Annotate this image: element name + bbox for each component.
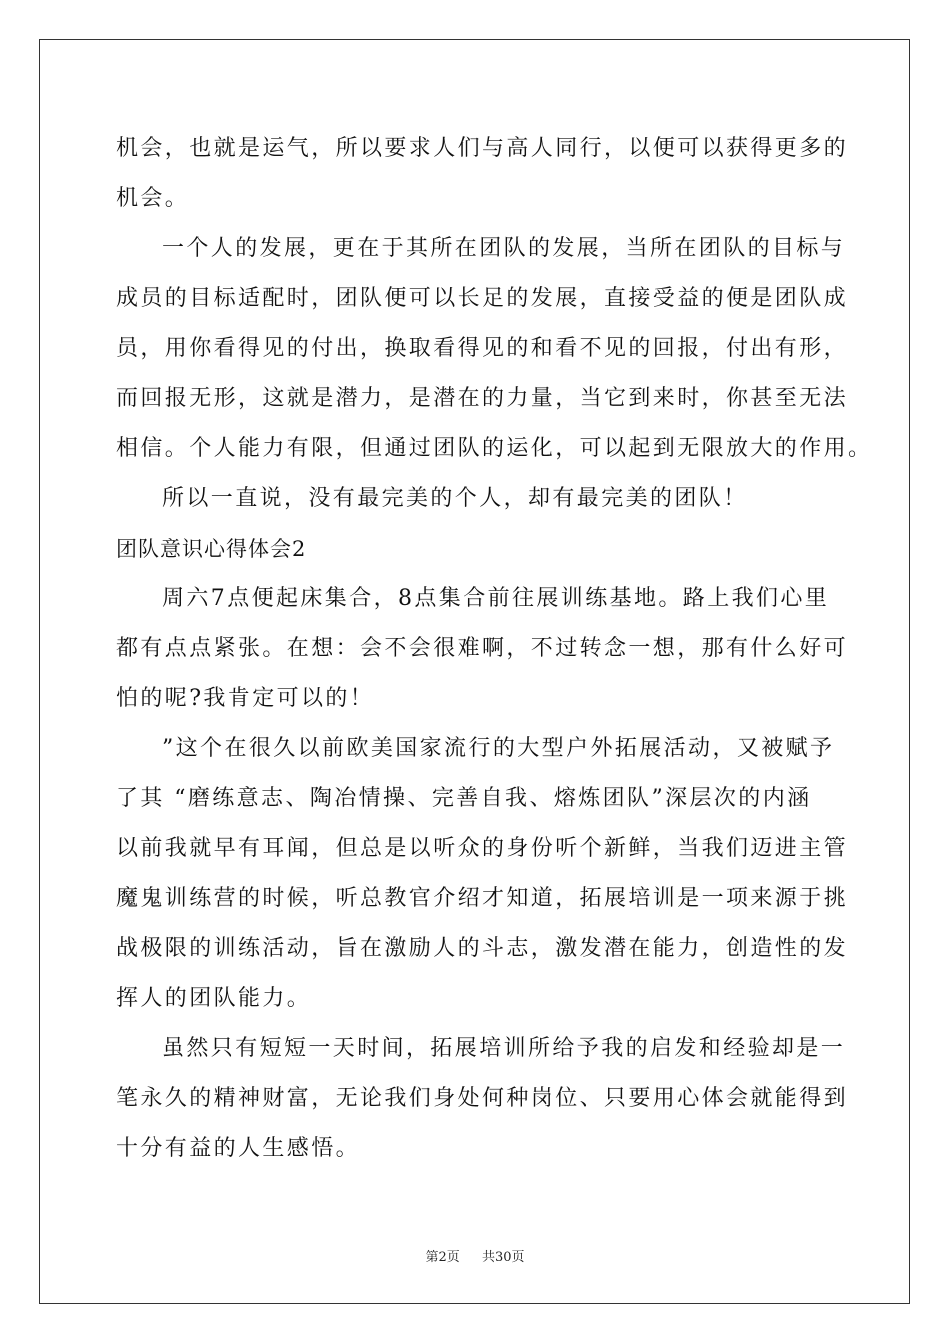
text-line-13: ”这个在很久以前欧美国家流行的大型户外拓展活动，又被赋予 bbox=[162, 736, 835, 761]
page-number: 第2页 bbox=[425, 1250, 460, 1265]
text-line-6: 而回报无形，这就是潜力，是潜在的力量，当它到来时，你甚至无法 bbox=[116, 386, 849, 411]
text-line-16: 魔鬼训练营的时候，听总教官介绍才知道，拓展培训是一项来源于挑 bbox=[116, 886, 849, 911]
text-line-12: 怕的呢?我肯定可以的！ bbox=[116, 686, 375, 711]
text-line-19: 虽然只有短短一天时间，拓展培训所给予我的启发和经验却是一 bbox=[162, 1036, 846, 1061]
text-line-21: 十分有益的人生感悟。 bbox=[116, 1136, 361, 1161]
section-heading: 团队意识心得体会2 bbox=[116, 537, 307, 561]
text-line-1: 机会，也就是运气，所以要求人们与高人同行，以便可以获得更多的 bbox=[116, 136, 849, 161]
text-line-20: 笔永久的精神财富，无论我们身处何种岗位、只要用心体会就能得到 bbox=[116, 1086, 849, 1111]
text-line-15: 以前我就早有耳闻，但总是以听众的身份听个新鲜，当我们迈进主管 bbox=[116, 836, 849, 861]
text-line-2: 机会。 bbox=[116, 186, 190, 211]
text-line-10: 周六7点便起床集合，8点集合前往展训练基地。路上我们心里 bbox=[162, 586, 830, 611]
text-line-14: 了其 “磨练意志、陶冶情操、完善自我、熔炼团队”深层次的内涵 bbox=[116, 786, 812, 811]
text-line-7: 相信。个人能力有限，但通过团队的运化，可以起到无限放大的作用。 bbox=[116, 436, 873, 461]
text-line-18: 挥人的团队能力。 bbox=[116, 986, 312, 1011]
text-line-5: 员，用你看得见的付出，换取看得见的和看不见的回报，付出有形， bbox=[116, 336, 849, 361]
text-line-8: 所以一直说，没有最完美的个人，却有最完美的团队！ bbox=[162, 486, 748, 511]
document-body bbox=[116, 124, 873, 1174]
text-line-3: 一个人的发展，更在于其所在团队的发展，当所在团队的目标与 bbox=[162, 236, 846, 261]
text-line-17: 战极限的训练活动，旨在激励人的斗志，激发潜在能力，创造性的发 bbox=[116, 936, 849, 961]
text-line-4: 成员的目标适配时，团队便可以长足的发展，直接受益的便是团队成 bbox=[116, 286, 849, 311]
page-total: 共30页 bbox=[482, 1250, 525, 1265]
text-line-11: 都有点点紧张。在想：会不会很难啊，不过转念一想，那有什么好可 bbox=[116, 636, 849, 661]
page-footer bbox=[0, 1246, 950, 1265]
